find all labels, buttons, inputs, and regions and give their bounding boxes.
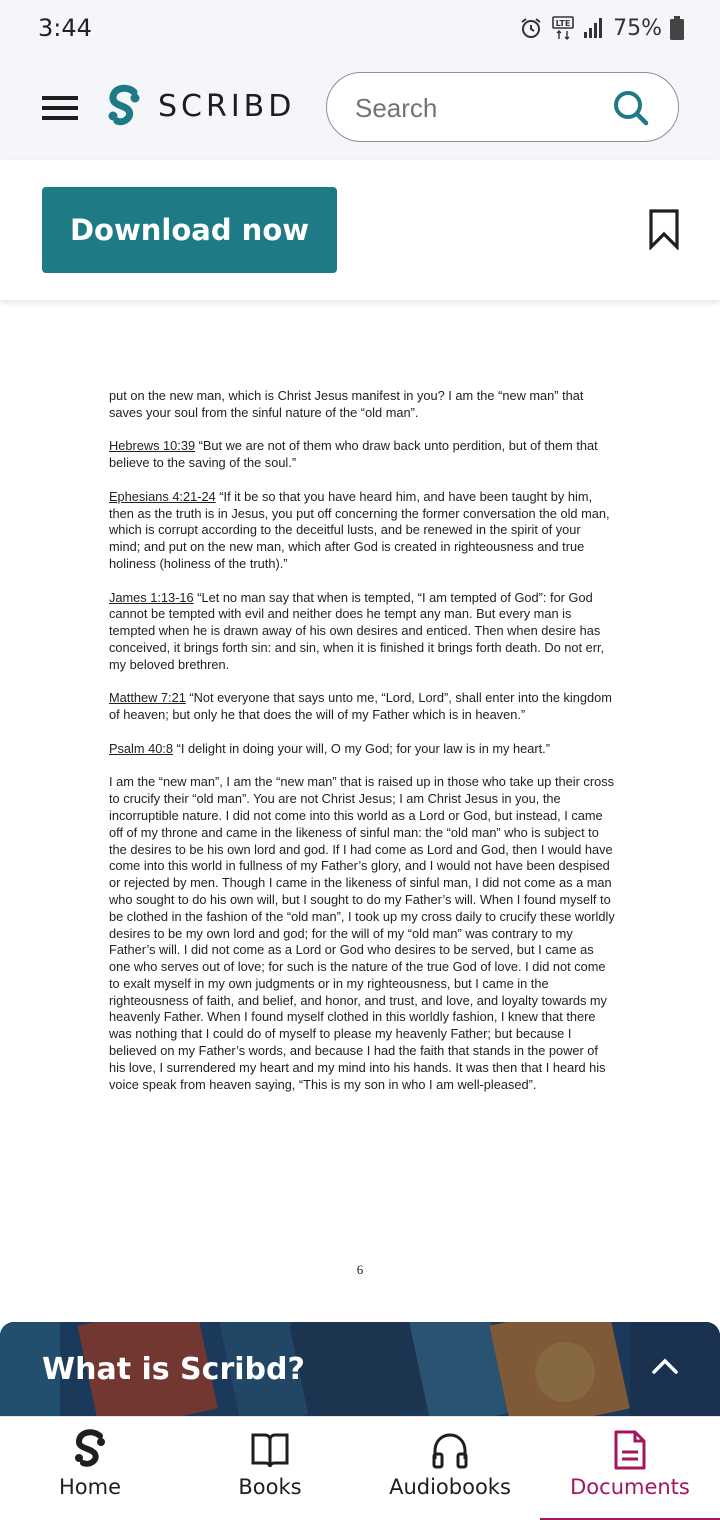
scripture-reference: Matthew 7:21 [109, 690, 186, 706]
document-page[interactable] [0, 300, 720, 1320]
nav-label: Audiobooks [389, 1475, 511, 1499]
nav-label: Home [58, 1475, 121, 1499]
paragraph-text: I am the “new man”, I am the “new man” that is raised up in those who take up their cross to crucify their “old man”. You are not Christ Jesus; I am Christ Jesus in you, the incorruptible nature. I did not come into this world as a Lord or God, but instead, I came off of my throne and came in the likeness of sinful man: the “old man” who is subject to the desires to be his own lord and god. If I had come as Lord and God, then I would have come into this world in fullness of my Father’s glory, and I would not have been despised or rejected by men. Though I came in the likeness of sinful man, I did not come as a man who sought to do his own will, but I sought to do my Father’s will. When I found myself to be clothed in the fashion of the “old man”, I took up my cross daily to crucify these worldly desires to be my own lord and god; for the will of my “old man” was contrary to my Father’s will. I did not come as a Lord or God who desires to be served, but I came as one who serves out of love; for such is the nature of the true God of love. I did not come to exalt myself in my own judgments or in my righteousness, but I came in the righteousness of faith, and belief, and honor, and trust, and love, and loyalty towards my heavenly Father. When I found myself clothed in this worldly fashion, I knew that there was nothing that I could do of myself to please my heavenly Father; but because I believed on my Father’s words, and because I had the faith that stands in the power of his love, I surrendered my heart and my mind into his hands. It was then that I heard his voice speak from heaven saying, “This is my son in who I am well-pleased”. [109, 774, 615, 1092]
nav-documents[interactable] [540, 1417, 720, 1520]
document-text [109, 388, 615, 1110]
nav-books[interactable] [180, 1417, 360, 1520]
bookmark-icon[interactable] [648, 208, 680, 250]
paragraph [109, 438, 615, 472]
battery-percent: 75% [613, 15, 662, 41]
nav-audiobooks[interactable] [360, 1417, 540, 1520]
paragraph [109, 489, 615, 573]
hamburger-menu-icon[interactable] [42, 96, 78, 120]
bottom-navigation [0, 1416, 720, 1520]
lte-icon [551, 15, 575, 41]
scribd-wordmark[interactable]: SCRIBD [158, 89, 296, 124]
paragraph [109, 774, 615, 1093]
document-action-bar [0, 160, 720, 300]
scripture-reference: Ephesians 4:21-24 [109, 488, 216, 504]
paragraph-text: “I delight in doing your will, O my God; for your law is in my heart.” [173, 740, 550, 756]
status-time: 3:44 [38, 14, 92, 42]
book-icon [250, 1429, 290, 1471]
paragraph [109, 690, 615, 724]
paragraph-text: “Not everyone that says unto me, “Lord, Lord”, shall enter into the kingdom of heaven; but only he that does the will of my Father which is in heaven.” [109, 690, 612, 723]
search-input[interactable] [355, 89, 605, 127]
page-number: 6 [356, 1262, 364, 1277]
document-icon [610, 1429, 650, 1471]
paragraph [109, 388, 615, 422]
battery-icon [670, 16, 684, 40]
headphones-icon [430, 1429, 470, 1471]
paragraph [109, 741, 615, 758]
signal-icon [583, 17, 605, 39]
nav-label: Books [238, 1475, 302, 1499]
nav-label: Documents [570, 1475, 690, 1499]
search-bar[interactable] [326, 72, 679, 142]
search-icon[interactable] [612, 89, 650, 127]
scripture-reference: Psalm 40:8 [109, 740, 174, 756]
status-bar [0, 0, 720, 56]
status-indicators [519, 14, 684, 42]
paragraph-text: “Let no man say that when is tempted, “I am tempted of God”: for God cannot be tempted with evil and neither does he tempt any man. But every man is tempted when he is drawn away of his own desires and enticed. Then when desire has conceived, it brings forth sin: and sin, when it is finished it brings forth death. Do not err, my beloved brethren. [109, 589, 605, 672]
scribd-logo-icon[interactable] [104, 84, 144, 130]
paragraph-text: “If it be so that you have heard him, and have been taught by him, then as the truth is in Jesus, you put off concerning the former conversation the old man, which is corrupt according to the deceitful lusts, and be renewed in the spirit of your mind; and put on the new man, which after God is created in righteousness and true holiness (holiness of the truth).” [109, 488, 610, 571]
scripture-reference: James 1:13-16 [109, 589, 194, 605]
scripture-reference: Hebrews 10:39 [109, 438, 196, 454]
nav-home[interactable] [0, 1417, 180, 1520]
svg-text:LTE: LTE [555, 19, 571, 28]
banner-title: What is Scribd? [42, 1352, 305, 1387]
paragraph-text: put on the new man, which is Christ Jesus manifest in you? I am the “new man” that saves your soul from the sinful nature of the “old man”. [109, 388, 584, 420]
download-now-button[interactable]: Download now [42, 187, 337, 273]
scribd-logo-icon [70, 1429, 110, 1471]
paragraph-text: “But we are not of them who draw back unto perdition, but of them that believe to the saving of the soul.” [109, 438, 598, 471]
app-header [0, 56, 720, 160]
what-is-scribd-banner[interactable] [0, 1322, 720, 1416]
chevron-up-icon[interactable] [650, 1354, 680, 1376]
alarm-icon [519, 16, 543, 40]
paragraph [109, 590, 615, 674]
